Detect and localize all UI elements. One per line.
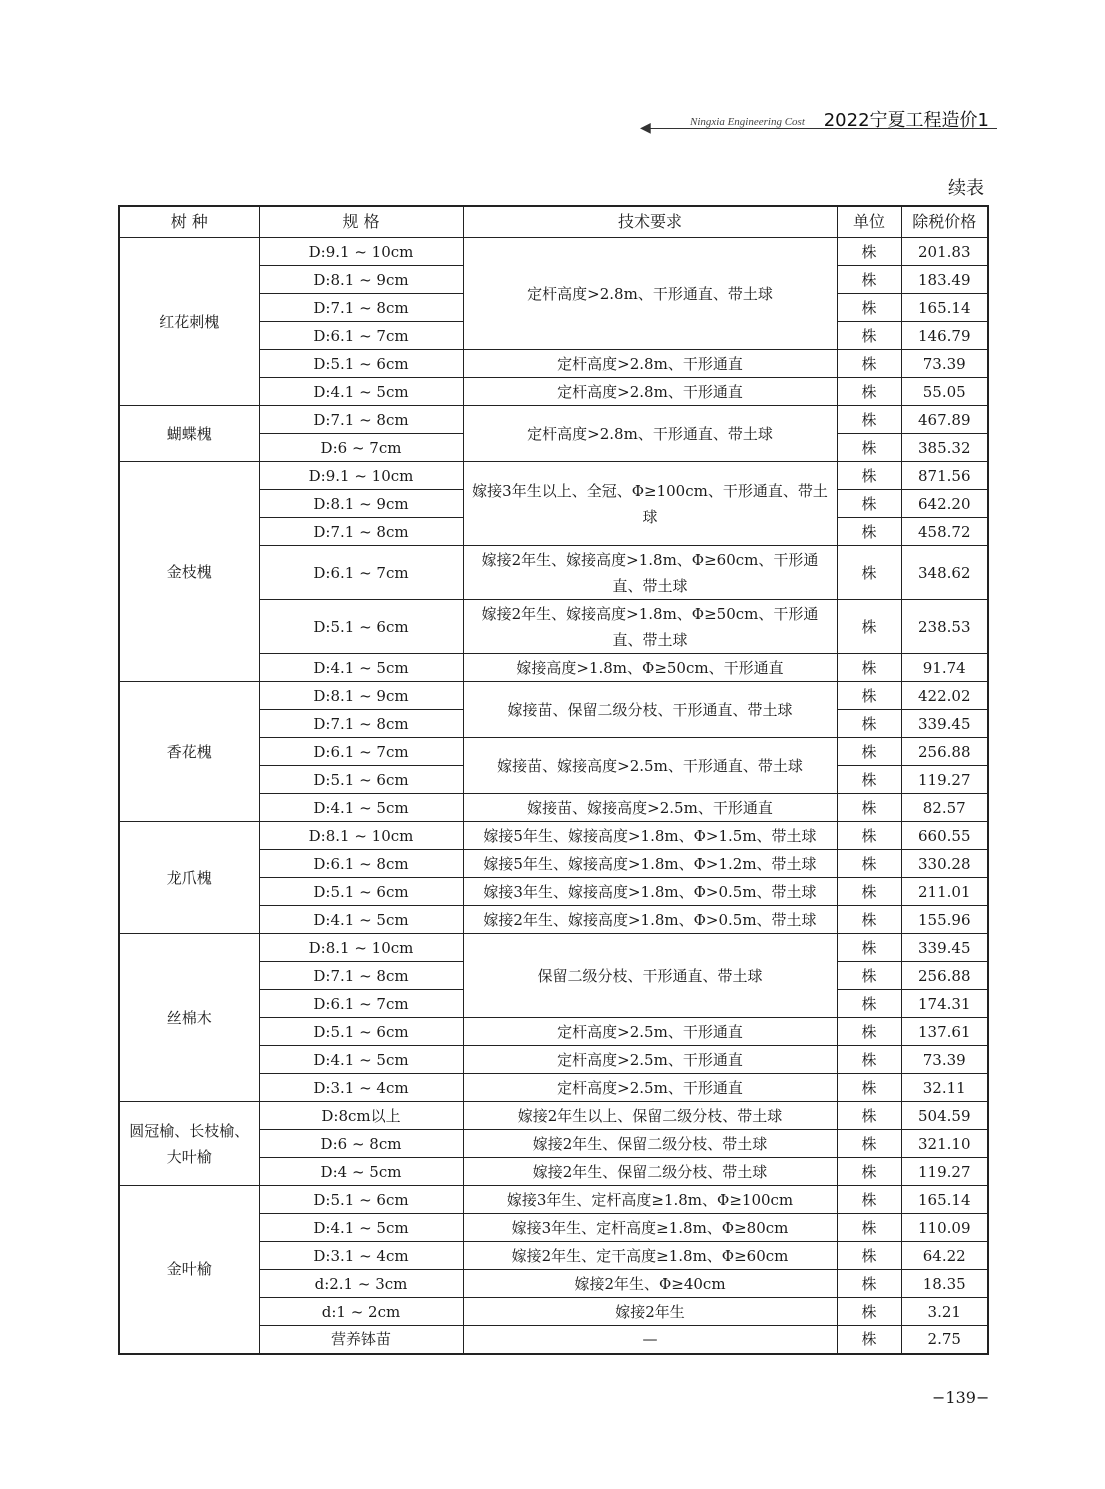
col-header-unit: 单位 [837,206,901,238]
unit-cell: 株 [837,600,901,654]
spec-cell: D:8.1 ~ 10cm [259,934,463,962]
spec-cell: D:7.1 ~ 8cm [259,962,463,990]
price-cell: 73.39 [901,1046,988,1074]
unit-cell: 株 [837,462,901,490]
price-cell: 32.11 [901,1074,988,1102]
requirement-cell: — [463,1326,837,1354]
spec-cell: D:5.1 ~ 6cm [259,1018,463,1046]
price-cell: 64.22 [901,1242,988,1270]
requirement-cell: 嫁接2年生、Φ≥40cm [463,1270,837,1298]
unit-cell: 株 [837,962,901,990]
spec-cell: D:4 ~ 5cm [259,1158,463,1186]
price-cell: 385.32 [901,434,988,462]
spec-cell: D:8.1 ~ 10cm [259,822,463,850]
spec-cell: D:4.1 ~ 5cm [259,378,463,406]
unit-cell: 株 [837,518,901,546]
requirement-cell: 嫁接高度>1.8m、Φ≥50cm、干形通直 [463,654,837,682]
requirement-cell: 嫁接2年生、嫁接高度>1.8m、Φ≥60cm、干形通直、带土球 [463,546,837,600]
spec-cell: D:5.1 ~ 6cm [259,350,463,378]
unit-cell: 株 [837,434,901,462]
unit-cell: 株 [837,1130,901,1158]
species-cell: 金枝槐 [119,462,259,682]
species-cell: 香花槐 [119,682,259,822]
requirement-cell: 嫁接2年生 [463,1298,837,1326]
unit-cell: 株 [837,850,901,878]
requirement-cell: 保留二级分枝、干形通直、带土球 [463,934,837,1018]
unit-cell: 株 [837,738,901,766]
species-cell: 龙爪槐 [119,822,259,934]
requirement-cell: 嫁接2年生、定干高度≥1.8m、Φ≥60cm [463,1242,837,1270]
requirement-cell: 嫁接2年生、保留二级分枝、带土球 [463,1130,837,1158]
spec-cell: D:7.1 ~ 8cm [259,518,463,546]
species-cell: 圆冠榆、长枝榆、大叶榆 [119,1102,259,1186]
spec-cell: D:3.1 ~ 4cm [259,1074,463,1102]
unit-cell: 株 [837,294,901,322]
price-cell: 110.09 [901,1214,988,1242]
price-cell: 256.88 [901,962,988,990]
spec-cell: D:5.1 ~ 6cm [259,600,463,654]
price-cell: 642.20 [901,490,988,518]
unit-cell: 株 [837,1326,901,1354]
requirement-cell: 定杆高度>2.5m、干形通直 [463,1018,837,1046]
unit-cell: 株 [837,1046,901,1074]
table-row [119,822,988,850]
requirement-cell: 嫁接3年生、嫁接高度>1.8m、Φ>0.5m、带土球 [463,878,837,906]
price-cell: 146.79 [901,322,988,350]
price-cell: 422.02 [901,682,988,710]
requirement-cell: 嫁接5年生、嫁接高度>1.8m、Φ>1.5m、带土球 [463,822,837,850]
unit-cell: 株 [837,1102,901,1130]
spec-cell: D:6 ~ 8cm [259,1130,463,1158]
price-cell: 18.35 [901,1270,988,1298]
col-header-requirement: 技术要求 [463,206,837,238]
unit-cell: 株 [837,266,901,294]
spec-cell: D:6 ~ 7cm [259,434,463,462]
page-number: −139− [932,1388,990,1407]
spec-cell: D:6.1 ~ 7cm [259,990,463,1018]
unit-cell: 株 [837,1018,901,1046]
price-cell: 467.89 [901,406,988,434]
col-header-spec: 规 格 [259,206,463,238]
spec-cell: D:5.1 ~ 6cm [259,766,463,794]
unit-cell: 株 [837,378,901,406]
spec-cell: D:7.1 ~ 8cm [259,294,463,322]
requirement-cell: 定杆高度>2.8m、干形通直 [463,350,837,378]
price-cell: 660.55 [901,822,988,850]
species-cell: 蝴蝶槐 [119,406,259,462]
arrow-left-icon: ◀ [640,120,651,136]
col-header-price: 除税价格 [901,206,988,238]
price-cell: 91.74 [901,654,988,682]
price-cell: 165.14 [901,294,988,322]
unit-cell: 株 [837,406,901,434]
requirement-cell: 定杆高度>2.5m、干形通直 [463,1074,837,1102]
unit-cell: 株 [837,238,901,266]
unit-cell: 株 [837,490,901,518]
header-title: 2022宁夏工程造价1 [823,110,989,131]
spec-cell: D:4.1 ~ 5cm [259,654,463,682]
price-cell: 119.27 [901,766,988,794]
species-cell: 红花刺槐 [119,238,259,406]
spec-cell: D:5.1 ~ 6cm [259,878,463,906]
price-cell: 256.88 [901,738,988,766]
spec-cell: D:4.1 ~ 5cm [259,906,463,934]
spec-cell: D:5.1 ~ 6cm [259,1186,463,1214]
spec-cell: d:2.1 ~ 3cm [259,1270,463,1298]
spec-cell: d:1 ~ 2cm [259,1298,463,1326]
price-cell: 871.56 [901,462,988,490]
unit-cell: 株 [837,654,901,682]
requirement-cell: 嫁接苗、保留二级分枝、干形通直、带土球 [463,682,837,738]
price-cell: 201.83 [901,238,988,266]
spec-cell: D:3.1 ~ 4cm [259,1242,463,1270]
unit-cell: 株 [837,1242,901,1270]
unit-cell: 株 [837,1270,901,1298]
price-cell: 3.21 [901,1298,988,1326]
price-cell: 155.96 [901,906,988,934]
price-cell: 348.62 [901,546,988,600]
requirement-cell: 嫁接2年生、嫁接高度>1.8m、Φ≥50cm、干形通直、带土球 [463,600,837,654]
spec-cell: D:6.1 ~ 8cm [259,850,463,878]
price-cell: 2.75 [901,1326,988,1354]
requirement-cell: 嫁接苗、嫁接高度>2.5m、干形通直、带土球 [463,738,837,794]
unit-cell: 株 [837,822,901,850]
spec-cell: D:7.1 ~ 8cm [259,710,463,738]
price-cell: 174.31 [901,990,988,1018]
price-cell: 321.10 [901,1130,988,1158]
unit-cell: 株 [837,1298,901,1326]
price-cell: 339.45 [901,934,988,962]
unit-cell: 株 [837,1158,901,1186]
table-row [119,934,988,962]
price-cell: 183.49 [901,266,988,294]
price-cell: 165.14 [901,1186,988,1214]
table-row [119,462,988,490]
price-cell: 339.45 [901,710,988,738]
price-cell: 73.39 [901,350,988,378]
requirement-cell: 定杆高度>2.8m、干形通直、带土球 [463,406,837,462]
unit-cell: 株 [837,990,901,1018]
spec-cell: 营养钵苗 [259,1326,463,1354]
spec-cell: D:9.1 ~ 10cm [259,462,463,490]
spec-cell: D:6.1 ~ 7cm [259,546,463,600]
spec-cell: D:7.1 ~ 8cm [259,406,463,434]
requirement-cell: 嫁接3年生以上、全冠、Φ≥100cm、干形通直、带土球 [463,462,837,546]
unit-cell: 株 [837,1186,901,1214]
running-header [640,104,997,134]
price-cell: 55.05 [901,378,988,406]
unit-cell: 株 [837,794,901,822]
unit-cell: 株 [837,906,901,934]
table-row [119,406,988,434]
price-cell: 504.59 [901,1102,988,1130]
requirement-cell: 嫁接5年生、嫁接高度>1.8m、Φ>1.2m、带土球 [463,850,837,878]
price-table [118,205,989,1355]
requirement-cell: 嫁接2年生以上、保留二级分枝、带土球 [463,1102,837,1130]
price-cell: 82.57 [901,794,988,822]
unit-cell: 株 [837,546,901,600]
unit-cell: 株 [837,682,901,710]
spec-cell: D:4.1 ~ 5cm [259,1214,463,1242]
unit-cell: 株 [837,322,901,350]
col-header-species: 树 种 [119,206,259,238]
unit-cell: 株 [837,350,901,378]
species-cell: 金叶榆 [119,1186,259,1354]
requirement-cell: 定杆高度>2.8m、干形通直 [463,378,837,406]
table-row [119,1102,988,1130]
spec-cell: D:4.1 ~ 5cm [259,1046,463,1074]
requirement-cell: 嫁接3年生、定杆高度≥1.8m、Φ≥100cm [463,1186,837,1214]
requirement-cell: 嫁接2年生、嫁接高度>1.8m、Φ>0.5m、带土球 [463,906,837,934]
price-cell: 137.61 [901,1018,988,1046]
spec-cell: D:6.1 ~ 7cm [259,738,463,766]
unit-cell: 株 [837,710,901,738]
requirement-cell: 嫁接2年生、保留二级分枝、带土球 [463,1158,837,1186]
price-cell: 119.27 [901,1158,988,1186]
table-row [119,1186,988,1214]
spec-cell: D:6.1 ~ 7cm [259,322,463,350]
requirement-cell: 定杆高度>2.8m、干形通直、带土球 [463,238,837,350]
price-cell: 238.53 [901,600,988,654]
continued-label: 续表 [948,178,984,199]
unit-cell: 株 [837,766,901,794]
spec-cell: D:8.1 ~ 9cm [259,682,463,710]
price-cell: 458.72 [901,518,988,546]
table-row [119,682,988,710]
price-cell: 211.01 [901,878,988,906]
spec-cell: D:4.1 ~ 5cm [259,794,463,822]
price-cell: 330.28 [901,850,988,878]
spec-cell: D:9.1 ~ 10cm [259,238,463,266]
species-cell: 丝棉木 [119,934,259,1102]
unit-cell: 株 [837,934,901,962]
unit-cell: 株 [837,878,901,906]
table-row [119,238,988,266]
spec-cell: D:8.1 ~ 9cm [259,266,463,294]
requirement-cell: 嫁接3年生、定杆高度≥1.8m、Φ≥80cm [463,1214,837,1242]
unit-cell: 株 [837,1074,901,1102]
spec-cell: D:8.1 ~ 9cm [259,490,463,518]
header-english: Ningxia Engineering Cost [690,116,805,128]
requirement-cell: 定杆高度>2.5m、干形通直 [463,1046,837,1074]
spec-cell: D:8cm以上 [259,1102,463,1130]
unit-cell: 株 [837,1214,901,1242]
requirement-cell: 嫁接苗、嫁接高度>2.5m、干形通直 [463,794,837,822]
